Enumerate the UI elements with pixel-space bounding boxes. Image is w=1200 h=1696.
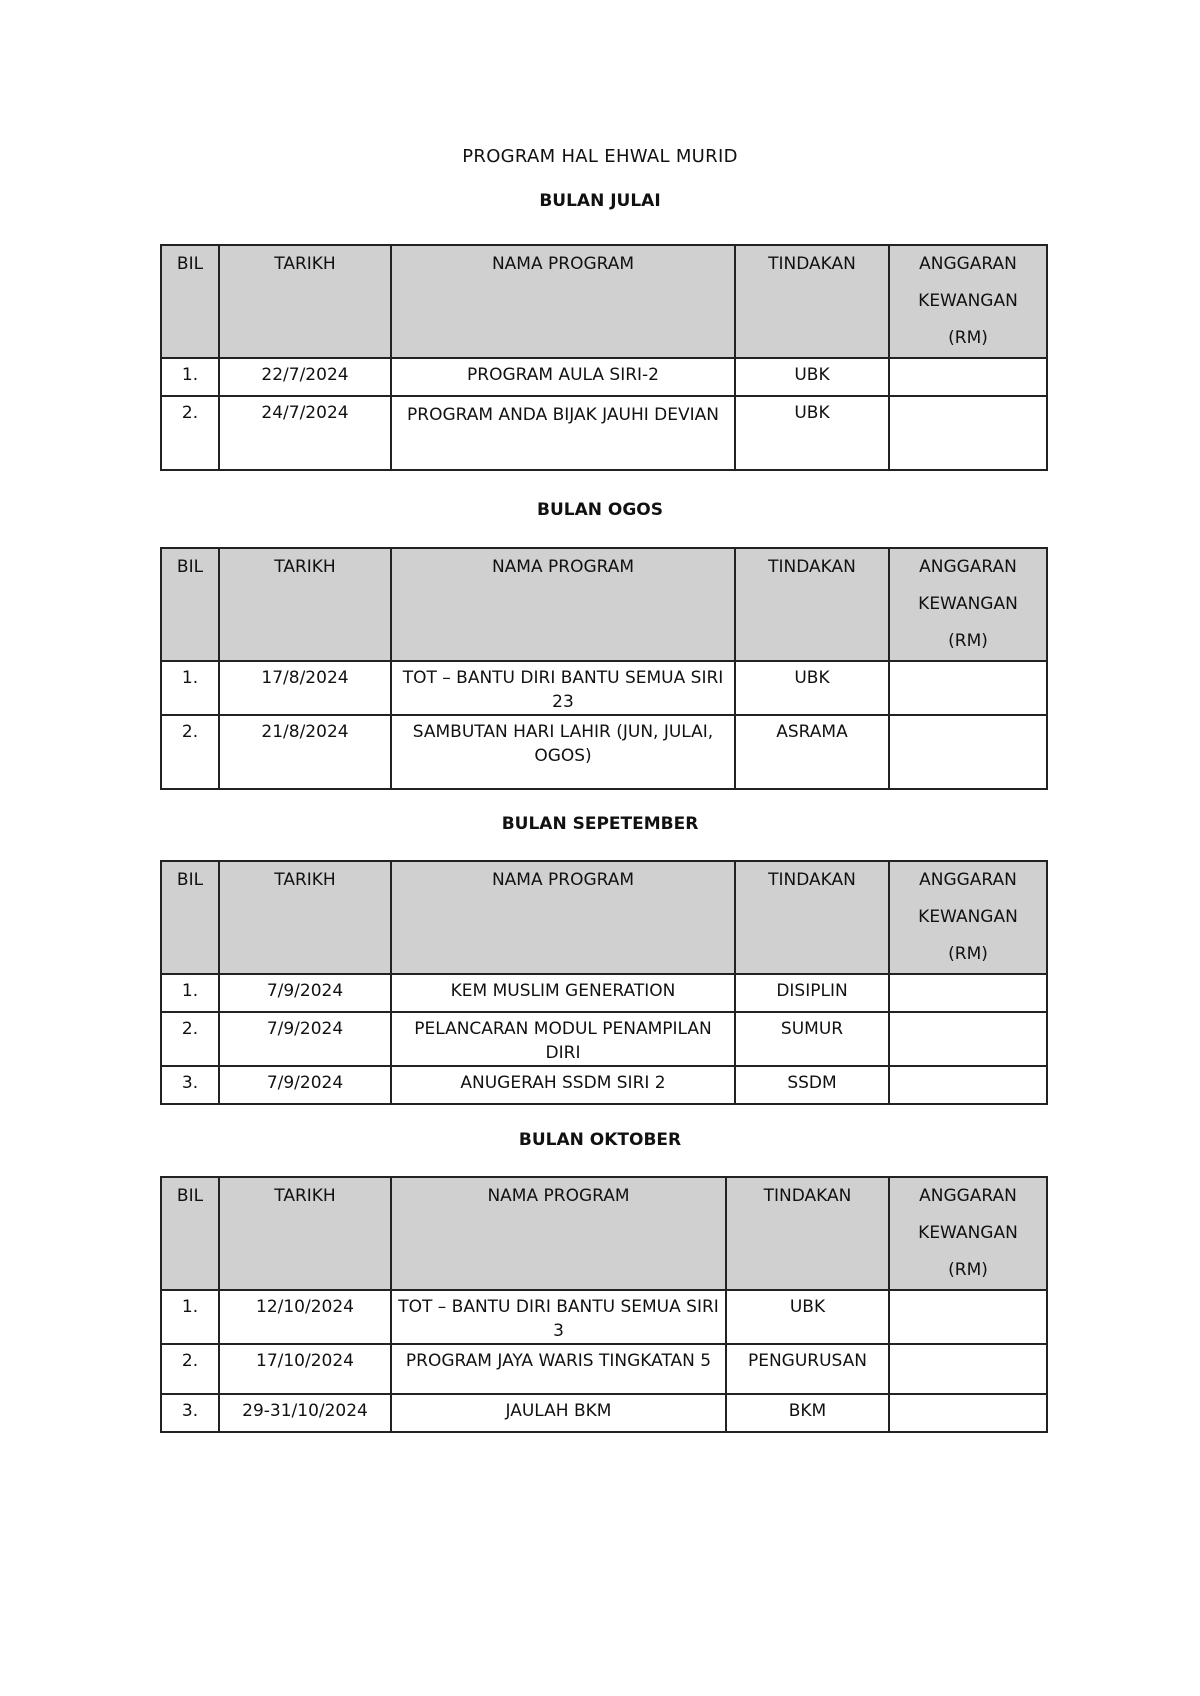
- cell-tindakan: UBK: [726, 1290, 889, 1344]
- table-ogos: [160, 547, 1048, 790]
- header-anggaran: ANGGARAN KEWANGAN (RM): [889, 861, 1047, 974]
- header-tindakan: TINDAKAN: [726, 1177, 889, 1290]
- cell-nama-program: SAMBUTAN HARI LAHIR (JUN, JULAI, OGOS): [391, 715, 735, 789]
- header-tarikh: TARIKH: [219, 548, 391, 661]
- cell-bil: 1.: [161, 974, 219, 1012]
- table-julai: [160, 244, 1048, 471]
- header-anggaran: ANGGARAN KEWANGAN (RM): [889, 548, 1047, 661]
- table-row: [161, 1012, 1047, 1066]
- cell-tindakan: UBK: [735, 358, 889, 396]
- cell-anggaran: [889, 715, 1047, 789]
- header-bil: BIL: [161, 245, 219, 358]
- cell-tarikh: 7/9/2024: [219, 974, 391, 1012]
- cell-tarikh: 22/7/2024: [219, 358, 391, 396]
- cell-nama-program: PROGRAM AULA SIRI-2: [391, 358, 735, 396]
- table-row: [161, 1290, 1047, 1344]
- header-nama-program: NAMA PROGRAM: [391, 548, 735, 661]
- table-row: [161, 1066, 1047, 1104]
- header-nama-program: NAMA PROGRAM: [391, 861, 735, 974]
- header-bil: BIL: [161, 548, 219, 661]
- month-heading-oktober: BULAN OKTOBER: [518, 1130, 682, 1150]
- month-heading-julai: BULAN JULAI: [539, 191, 661, 211]
- cell-bil: 1.: [161, 358, 219, 396]
- cell-anggaran: [889, 661, 1047, 715]
- month-heading-ogos: BULAN OGOS: [537, 500, 663, 520]
- cell-nama-program: PELANCARAN MODUL PENAMPILAN DIRI: [391, 1012, 735, 1066]
- table-row: [161, 974, 1047, 1012]
- cell-tarikh: 21/8/2024: [219, 715, 391, 789]
- header-tindakan: TINDAKAN: [735, 548, 889, 661]
- table-row: [161, 661, 1047, 715]
- cell-tindakan: SSDM: [735, 1066, 889, 1104]
- header-bil: BIL: [161, 861, 219, 974]
- table-header-row: [161, 1177, 1047, 1290]
- cell-tindakan: BKM: [726, 1394, 889, 1432]
- table-row: [161, 358, 1047, 396]
- cell-nama-program: PROGRAM ANDA BIJAK JAUHI DEVIAN: [391, 396, 735, 470]
- table-row: [161, 1394, 1047, 1432]
- cell-anggaran: [889, 1290, 1047, 1344]
- cell-bil: 3.: [161, 1066, 219, 1104]
- cell-tarikh: 7/9/2024: [219, 1066, 391, 1104]
- cell-nama-program: PROGRAM JAYA WARIS TINGKATAN 5: [391, 1344, 726, 1394]
- cell-anggaran: [889, 1344, 1047, 1394]
- table-september: [160, 860, 1048, 1105]
- cell-anggaran: [889, 1012, 1047, 1066]
- header-nama-program: NAMA PROGRAM: [391, 245, 735, 358]
- header-anggaran: ANGGARAN KEWANGAN (RM): [889, 245, 1047, 358]
- cell-tindakan: UBK: [735, 396, 889, 470]
- header-tarikh: TARIKH: [219, 861, 391, 974]
- cell-tarikh: 17/10/2024: [219, 1344, 391, 1394]
- cell-bil: 2.: [161, 715, 219, 789]
- cell-tarikh: 17/8/2024: [219, 661, 391, 715]
- cell-tarikh: 12/10/2024: [219, 1290, 391, 1344]
- cell-bil: 3.: [161, 1394, 219, 1432]
- cell-tindakan: ASRAMA: [735, 715, 889, 789]
- cell-tindakan: DISIPLIN: [735, 974, 889, 1012]
- cell-nama-program: TOT – BANTU DIRI BANTU SEMUA SIRI 23: [391, 661, 735, 715]
- header-tarikh: TARIKH: [219, 1177, 391, 1290]
- cell-bil: 2.: [161, 1344, 219, 1394]
- cell-tarikh: 24/7/2024: [219, 396, 391, 470]
- header-tindakan: TINDAKAN: [735, 245, 889, 358]
- table-row: [161, 396, 1047, 470]
- cell-anggaran: [889, 396, 1047, 470]
- cell-nama-program: ANUGERAH SSDM SIRI 2: [391, 1066, 735, 1104]
- cell-tindakan: UBK: [735, 661, 889, 715]
- table-header-row: [161, 548, 1047, 661]
- header-tindakan: TINDAKAN: [735, 861, 889, 974]
- table-header-row: [161, 861, 1047, 974]
- header-bil: BIL: [161, 1177, 219, 1290]
- table-row: [161, 1344, 1047, 1394]
- cell-nama-program: KEM MUSLIM GENERATION: [391, 974, 735, 1012]
- cell-anggaran: [889, 358, 1047, 396]
- cell-anggaran: [889, 1066, 1047, 1104]
- cell-nama-program: TOT – BANTU DIRI BANTU SEMUA SIRI 3: [391, 1290, 726, 1344]
- table-oktober: [160, 1176, 1048, 1433]
- header-anggaran: ANGGARAN KEWANGAN (RM): [889, 1177, 1047, 1290]
- cell-tarikh: 7/9/2024: [219, 1012, 391, 1066]
- cell-bil: 1.: [161, 661, 219, 715]
- cell-tindakan: SUMUR: [735, 1012, 889, 1066]
- cell-bil: 1.: [161, 1290, 219, 1344]
- month-heading-september: BULAN SEPETEMBER: [501, 814, 699, 834]
- cell-anggaran: [889, 1394, 1047, 1432]
- cell-bil: 2.: [161, 1012, 219, 1066]
- table-header-row: [161, 245, 1047, 358]
- table-row: [161, 715, 1047, 789]
- cell-anggaran: [889, 974, 1047, 1012]
- document-title: PROGRAM HAL EHWAL MURID: [462, 146, 738, 167]
- header-nama-program: NAMA PROGRAM: [391, 1177, 726, 1290]
- cell-tindakan: PENGURUSAN: [726, 1344, 889, 1394]
- header-tarikh: TARIKH: [219, 245, 391, 358]
- cell-bil: 2.: [161, 396, 219, 470]
- cell-nama-program: JAULAH BKM: [391, 1394, 726, 1432]
- cell-tarikh: 29-31/10/2024: [219, 1394, 391, 1432]
